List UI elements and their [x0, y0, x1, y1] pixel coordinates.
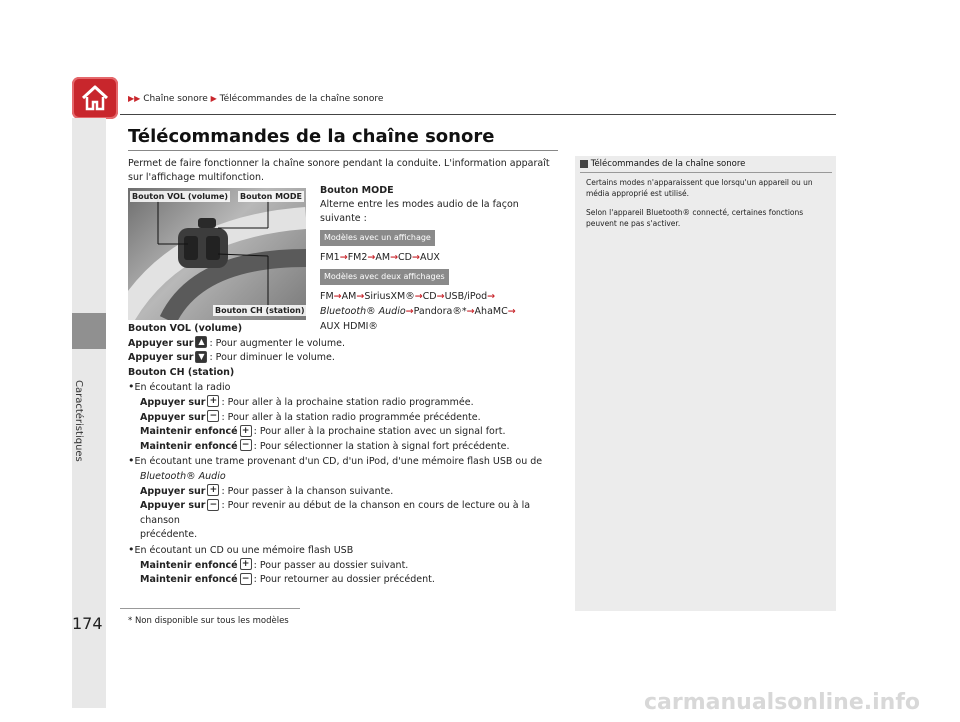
breadcrumb-item-audio[interactable]: Chaîne sonore: [143, 94, 208, 104]
side-note-paragraph: Certains modes n'apparaissent que lorsqu'un appareil ou un média approprié est utilisé.: [586, 178, 813, 198]
ch-bullet-radio: •En écoutant la radio: [128, 380, 231, 394]
watermark: carmanualsonline.info: [644, 690, 920, 715]
minus-icon: −: [207, 410, 219, 422]
list-item: Maintenir enfoncé − : Pour retourner au dossier précédent.: [140, 573, 435, 586]
ch-bullet-usb: •En écoutant un CD ou une mémoire flash USB: [128, 542, 354, 556]
mode-description: Alterne entre les modes audio de la façon suivante :: [320, 199, 519, 224]
vol-up-line: Appuyer sur ▲ : Pour augmenter le volume.: [128, 337, 346, 349]
sidebar-section-marker: [72, 313, 106, 349]
vol-down-line: Appuyer sur ▼ : Pour diminuer le volume.: [128, 351, 335, 364]
side-note-heading: Télécommandes de la chaîne sonore: [580, 159, 836, 169]
header-rule: [120, 114, 836, 115]
list-item: Appuyer sur + : Pour passer à la chanson suivante.: [140, 485, 394, 497]
volume-down-icon: ▼: [195, 351, 207, 363]
list-item: Appuyer sur − : Pour revenir au début de la chanson en cours de lecture ou à la chanson: [140, 499, 531, 526]
minus-icon: −: [207, 499, 219, 511]
chevron-right-icon: ▶: [210, 94, 217, 103]
side-note-rule: [580, 172, 832, 173]
side-note-body: [586, 177, 826, 229]
plus-icon: +: [207, 484, 219, 496]
mode-sequence-dual: FM→AM→SiriusXM®→CD→USB/iPod→ Bluetooth® Audio→Pandora®*→AhaMC→ AUX HDMI®: [320, 291, 516, 332]
badge-dual-display: Modèles avec deux affichages: [320, 269, 449, 285]
plus-icon: +: [207, 395, 219, 407]
ch-button-label: Bouton CH (station): [215, 306, 305, 315]
footnote: * Non disponible sur tous les modèles: [128, 616, 289, 626]
mode-button-label: Bouton MODE: [240, 192, 302, 201]
minus-icon: −: [240, 573, 252, 585]
steering-wheel-illustration: [128, 188, 306, 320]
page-title: Télécommandes de la chaîne sonore: [128, 126, 495, 147]
ch-heading: Bouton CH (station): [128, 366, 235, 378]
vol-heading: Bouton VOL (volume): [128, 323, 243, 334]
breadcrumb: [128, 94, 383, 104]
home-icon: [80, 83, 110, 113]
mode-sequence-single: FM1→FM2→AM→CD→AUX: [320, 252, 440, 263]
list-item: précédente.: [140, 529, 198, 541]
list-item: Appuyer sur − : Pour aller à la station radio programmée précédente.: [140, 411, 481, 423]
home-button[interactable]: [72, 77, 118, 119]
list-item: Maintenir enfoncé + : Pour aller à la prochaine station avec un signal fort.: [140, 425, 506, 438]
mode-section: [320, 184, 560, 334]
badge-single-display: Modèles avec un affichage: [320, 230, 435, 246]
note-marker-icon: [580, 160, 588, 168]
list-item: Maintenir enfoncé + : Pour passer au dossier suivant.: [140, 559, 409, 571]
side-note-paragraph: Selon l'appareil Bluetooth® connecté, certaines fonctions peuvent ne pas s'activer.: [586, 208, 804, 228]
list-item: Appuyer sur + : Pour aller à la prochaine station radio programmée.: [140, 396, 474, 408]
page-number: 174: [72, 614, 103, 633]
mode-heading: Bouton MODE: [320, 185, 394, 196]
list-item: Maintenir enfoncé − : Pour sélectionner la station à signal fort précédente.: [140, 440, 510, 452]
ch-bullet-media: •En écoutant une trame provenant d'un CD, d'un iPod, d'une mémoire flash USB ou de: [128, 454, 543, 468]
steering-wheel-photo: [128, 188, 306, 320]
sidebar-label: [73, 380, 84, 420]
title-rule: [128, 150, 558, 151]
intro-text: Permet de faire fonctionner la chaîne sonore pendant la conduite. L'information apparaît sur l'affichage multifonction.: [128, 158, 550, 183]
footnote-rule: [120, 608, 300, 609]
plus-icon: +: [240, 558, 252, 570]
breadcrumb-item-current: Télécommandes de la chaîne sonore: [219, 94, 384, 104]
volume-up-icon: ▲: [195, 336, 207, 348]
minus-icon: −: [240, 439, 252, 451]
vol-button-label: Bouton VOL (volume): [132, 192, 229, 201]
chevron-right-icon: ▶▶: [128, 94, 141, 103]
list-item: Bluetooth® Audio: [140, 470, 226, 482]
controls-description: [128, 322, 568, 588]
plus-icon: +: [240, 425, 252, 437]
